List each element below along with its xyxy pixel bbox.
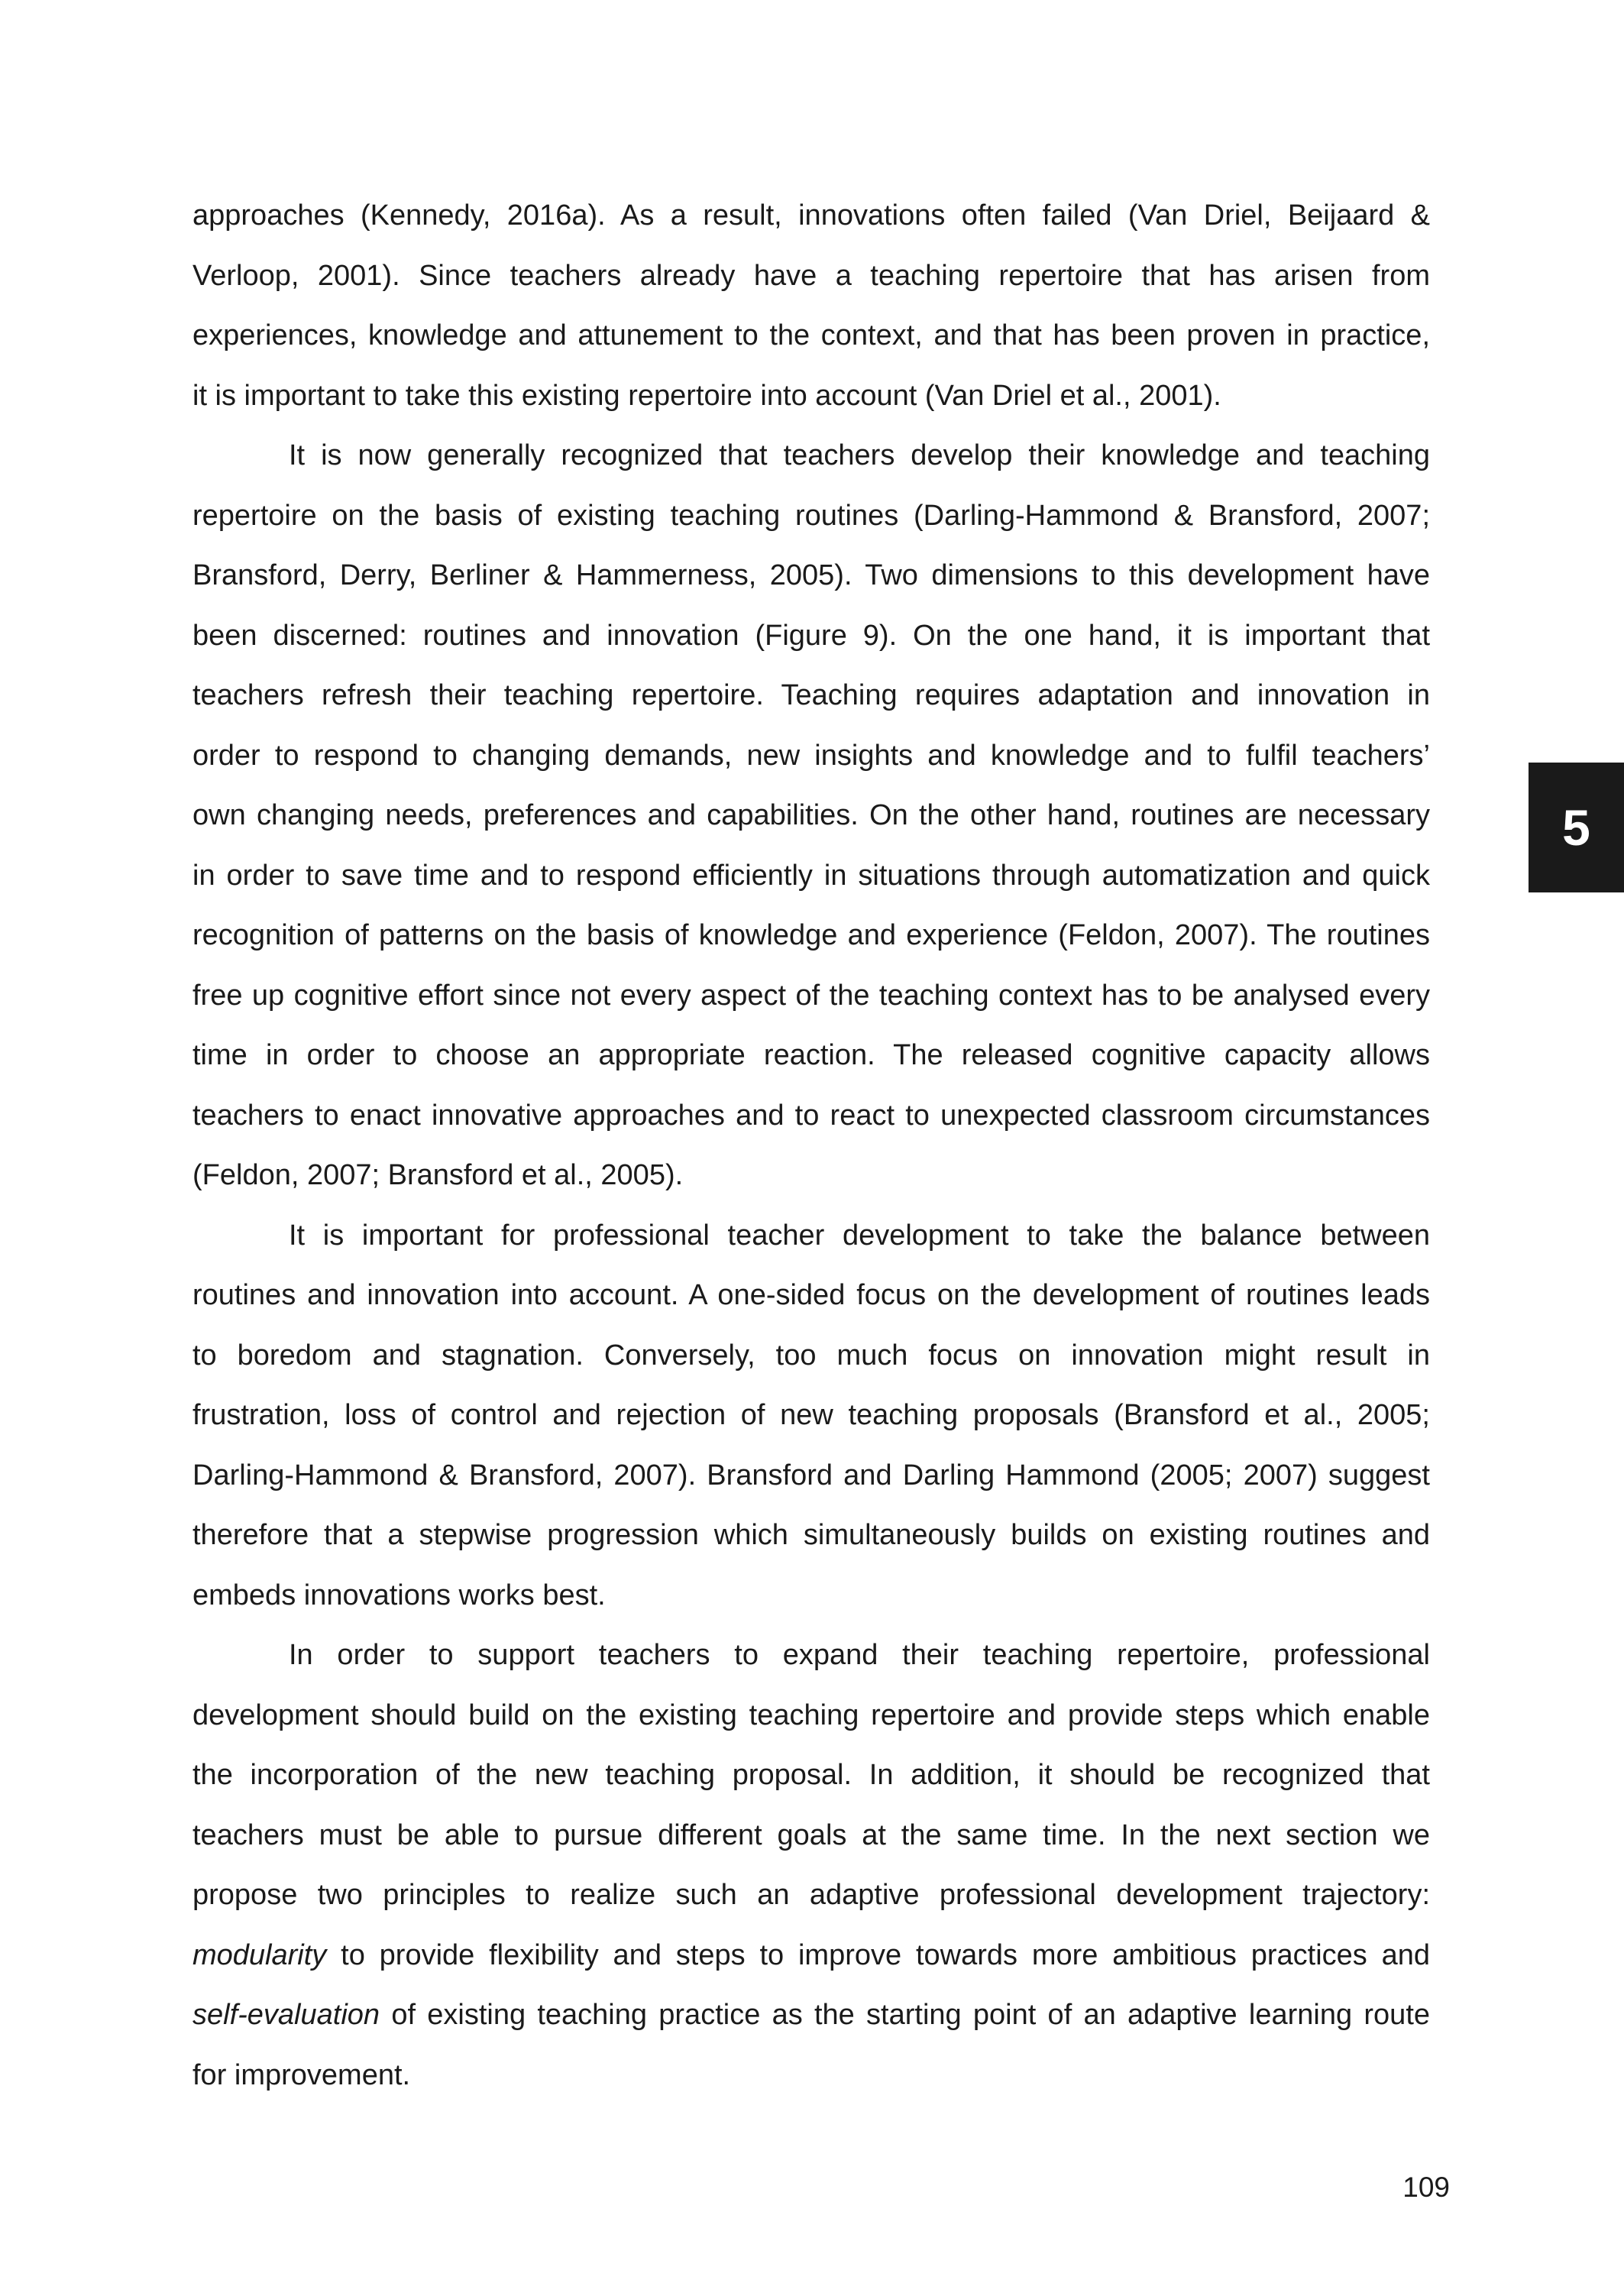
- text-line: repertoire on the basis of existing teaching routines (Darling-Hammond & Bransford, 2007;: [192, 499, 1430, 532]
- text-line: In order to support teachers to expand their teaching repertoire, professional: [289, 1639, 1430, 1671]
- text-line: in order to save time and to respond efficiently in situations through automatization and quick: [192, 859, 1430, 892]
- text-line: propose two principles to realize such an adaptive professional development trajectory:: [192, 1879, 1430, 1911]
- chapter-tab: [1529, 763, 1624, 892]
- chapter-number: 5: [1562, 799, 1590, 856]
- text-line: development should build on the existing teaching repertoire and provide steps which enable: [192, 1699, 1430, 1731]
- text-line: routines and innovation into account. A one-sided focus on the development of routines leads: [192, 1279, 1430, 1311]
- text-line: to boredom and stagnation. Conversely, too much focus on innovation might result in: [192, 1339, 1430, 1372]
- text-line: [192, 1985, 1430, 2045]
- text-line: recognition of patterns on the basis of knowledge and experience (Feldon, 2007). The routines: [192, 919, 1430, 951]
- page-number: 109: [1402, 2172, 1450, 2203]
- text-line: Bransford, Derry, Berliner & Hammerness, 2005). Two dimensions to this development have: [192, 559, 1430, 591]
- text-line: been discerned: routines and innovation (Figure 9). On the one hand, it is important that: [192, 619, 1430, 652]
- text-line-content: of existing teaching practice as the starting point of an adaptive learning route: [391, 1999, 1431, 2031]
- text-line: teachers must be able to pursue different goals at the same time. In the next section we: [192, 1819, 1430, 1851]
- text-line: teachers refresh their teaching repertoire. Teaching requires adaptation and innovation in: [192, 679, 1430, 711]
- text-line: It is now generally recognized that teachers develop their knowledge and teaching: [289, 439, 1430, 471]
- text-line: it is important to take this existing repertoire into account (Van Driel et al., 2001).: [192, 379, 1221, 412]
- text-line: order to respond to changing demands, new insights and knowledge and to fulfil teachers’: [192, 739, 1430, 772]
- text-line: It is important for professional teacher development to take the balance between: [289, 1219, 1430, 1252]
- text-line: experiences, knowledge and attunement to the context, and that has been proven in practice,: [192, 319, 1430, 351]
- italic-term: modularity: [192, 1938, 327, 1971]
- text-line: Verloop, 2001). Since teachers already have a teaching repertoire that has arisen from: [192, 259, 1430, 292]
- text-line: for improvement.: [192, 2058, 411, 2091]
- text-line: free up cognitive effort since not every aspect of the teaching context has to be analysed every: [192, 979, 1430, 1012]
- body-text: [192, 186, 1430, 2105]
- text-line: [192, 1925, 1430, 1986]
- text-line: therefore that a stepwise progression which simultaneously builds on existing routines and: [192, 1519, 1430, 1551]
- text-line: approaches (Kennedy, 2016a). As a result, innovations often failed (Van Driel, Beijaard &: [192, 199, 1430, 232]
- text-line: time in order to choose an appropriate reaction. The released cognitive capacity allows: [192, 1039, 1430, 1071]
- text-line: own changing needs, preferences and capabilities. On the other hand, routines are necessary: [192, 799, 1430, 831]
- text-line: the incorporation of the new teaching proposal. In addition, it should be recognized that: [192, 1759, 1430, 1791]
- text-line: teachers to enact innovative approaches and to react to unexpected classroom circumstances: [192, 1099, 1430, 1132]
- text-line: Darling-Hammond & Bransford, 2007). Bransford and Darling Hammond (2005; 2007) suggest: [192, 1459, 1430, 1491]
- italic-term: self-evaluation: [192, 1999, 380, 2031]
- text-line: (Feldon, 2007; Bransford et al., 2005).: [192, 1159, 684, 1191]
- text-line: frustration, loss of control and rejection of new teaching proposals (Bransford et al., 2005;: [192, 1399, 1430, 1431]
- text-line: embeds innovations works best.: [192, 1579, 606, 1611]
- text-line-content: to provide flexibility and steps to improve towards more ambitious practices and: [341, 1938, 1431, 1971]
